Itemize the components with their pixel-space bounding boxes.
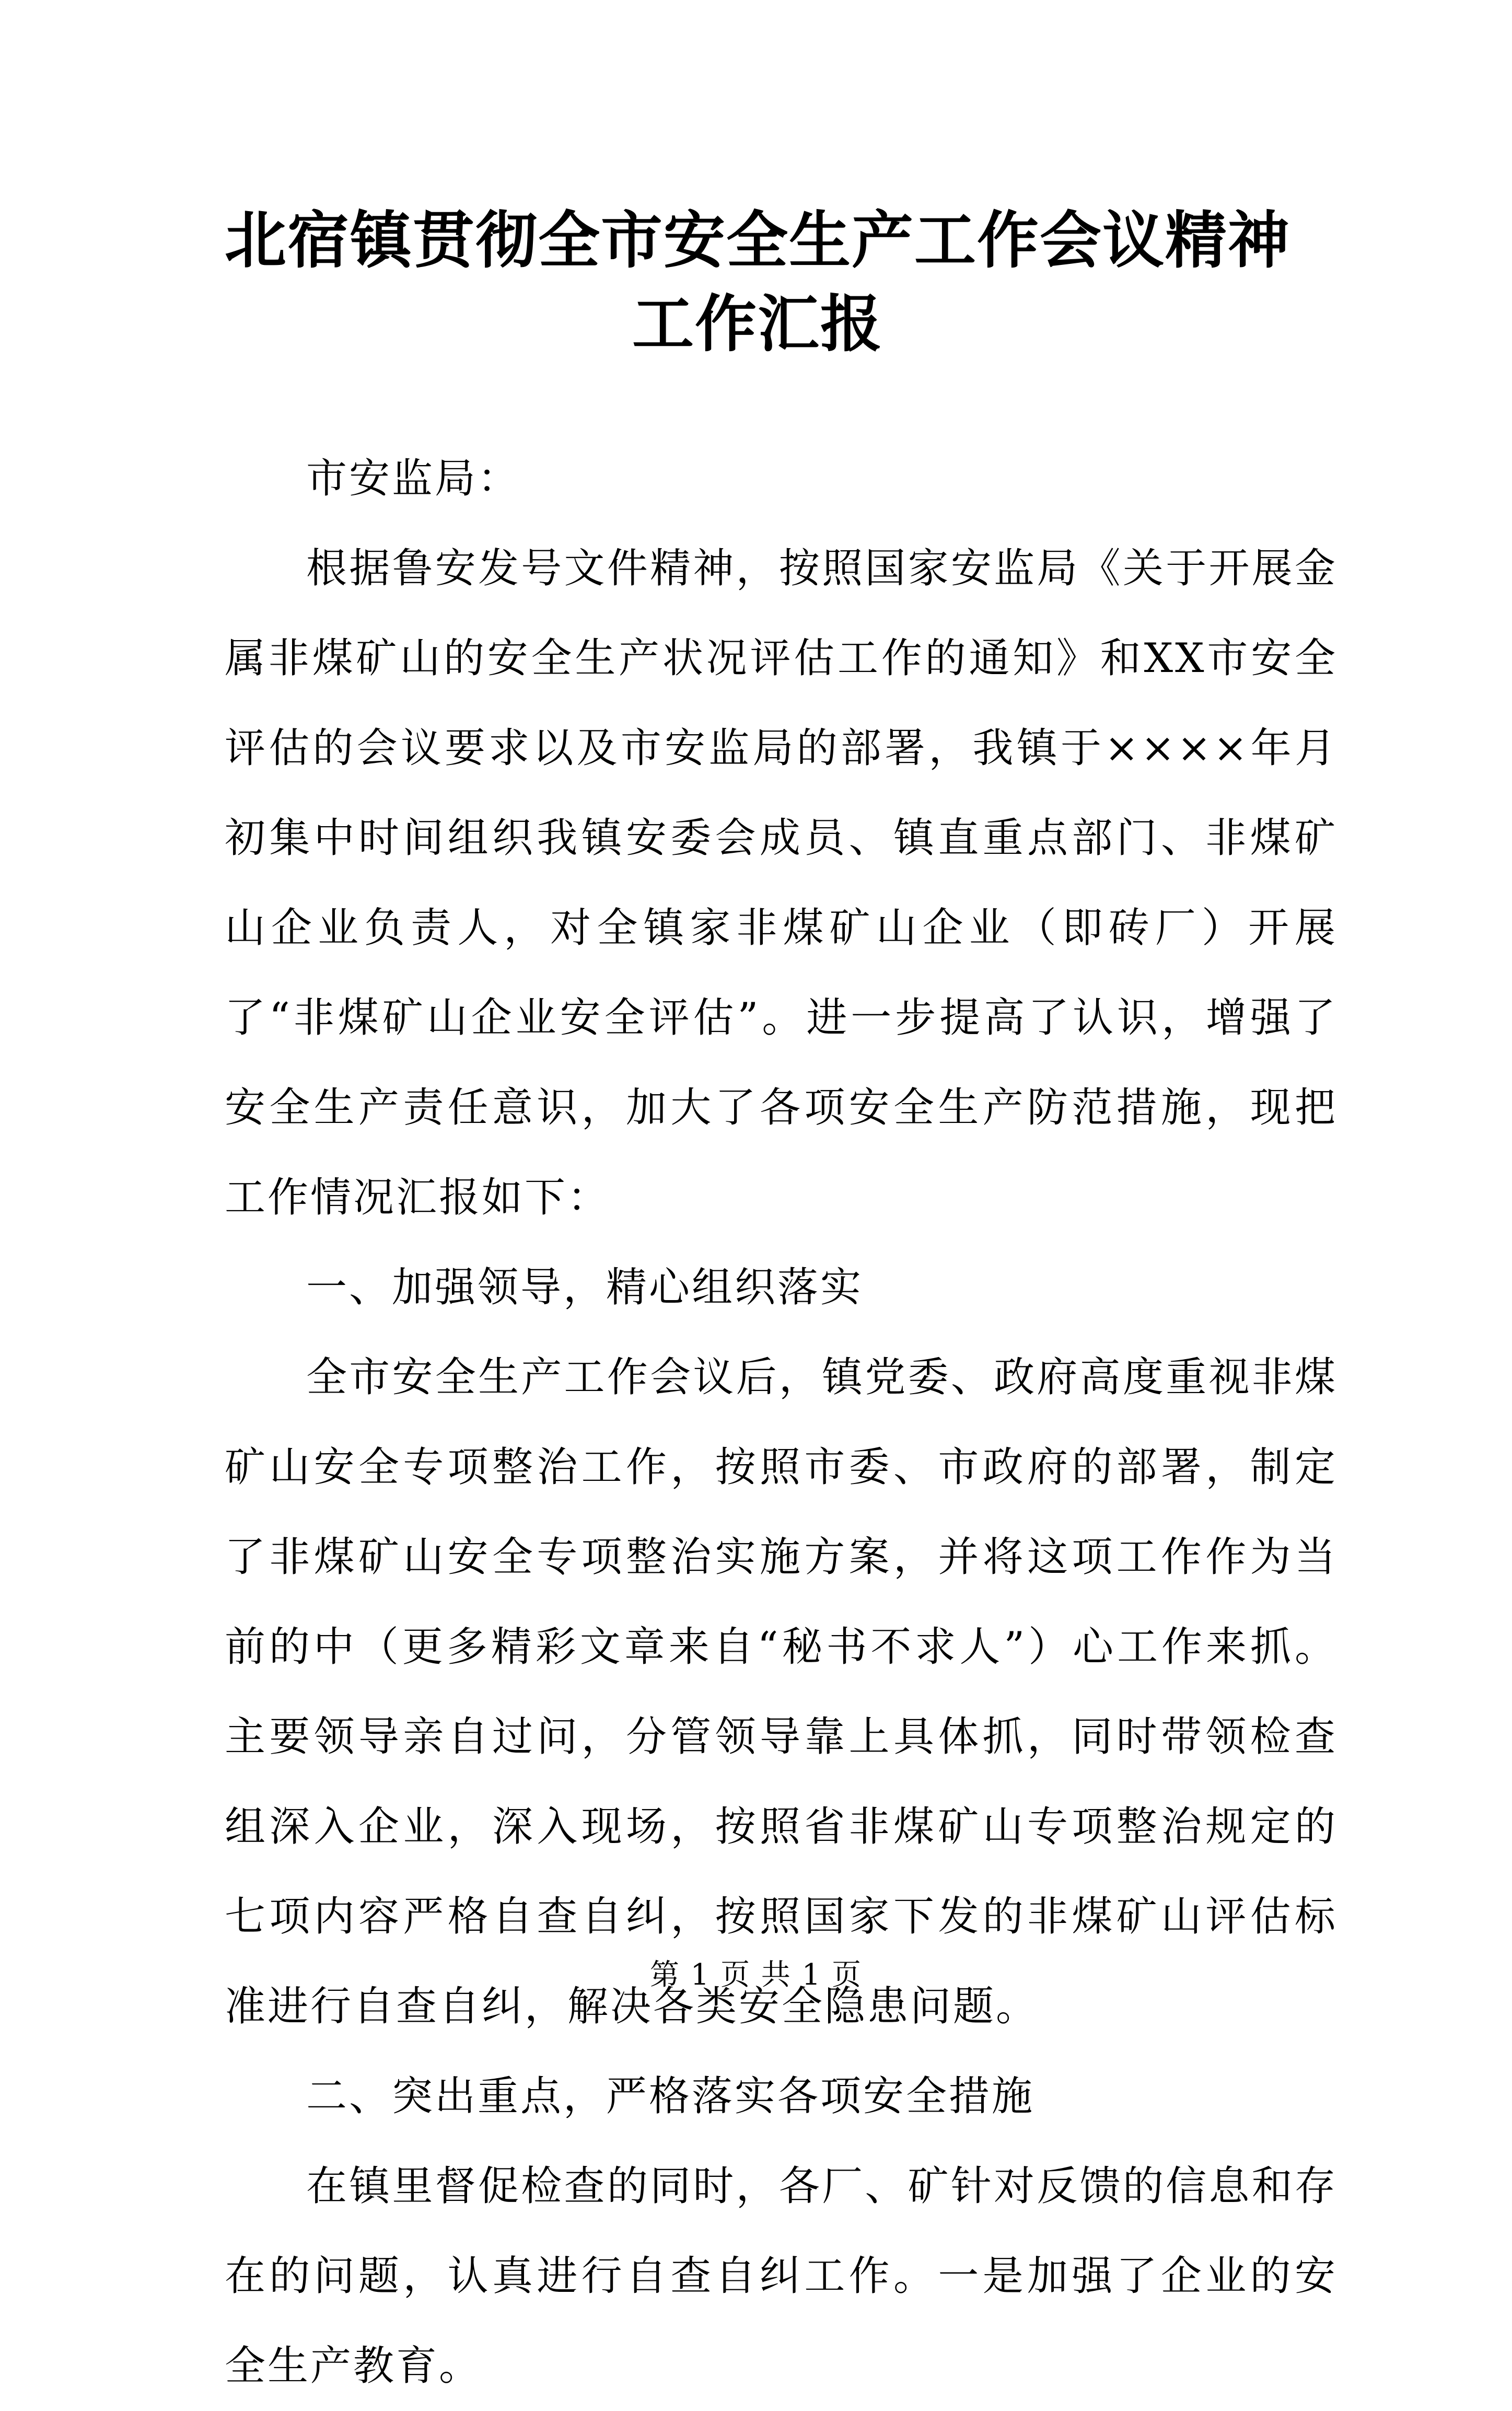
salutation: 市安监局： xyxy=(306,455,521,502)
section-heading-2: 二、突出重点，严格落实各项安全措施 xyxy=(306,2073,1035,2120)
intro-paragraph: 根据鲁安发号文件精神，按照国家安监局《关于开展金属非煤矿山的安全生产状况评估工作的通知》和XX市安全评估的会议要求以及市安监局的部署，我镇于××××年月初集中时间组织我镇安委会成员、镇直重点部门、非煤矿山企业负责人，对全镇家非煤矿山企业（即砖厂）开展了“非煤矿山企业安全评估”。进一步提高了认识，增强了安全生产责任意识，加大了各项安全生产防范措施，现把工作情况汇报如下： xyxy=(225,545,1337,1221)
section-paragraph-1: 全市安全生产工作会议后，镇党委、政府高度重视非煤矿山安全专项整治工作，按照市委、市政府的部署，制定了非煤矿山安全专项整治实施方案，并将这项工作作为当前的中（更多精彩文章来自“秘书不求人”）心工作来抓。主要领导亲自过问，分管领导靠上具体抓，同时带领检查组深入企业，深入现场，按照省非煤矿山专项整治规定的七项内容严格自查自纠，按照国家下发的非煤矿山评估标准进行自查自纠，解决各类安全隐患问题。 xyxy=(225,1354,1337,2030)
section-heading-1: 一、加强领导，精心组织落实 xyxy=(306,1264,864,1311)
document-body xyxy=(225,434,1337,2411)
section-paragraph-2: 在镇里督促检查的同时，各厂、矿针对反馈的信息和存在的问题，认真进行自查自纠工作。一是加强了企业的安全生产教育。 xyxy=(225,2163,1337,2390)
document-title: 北宿镇贯彻全市安全生产工作会议精神工作汇报 xyxy=(224,204,1290,360)
page-footer: 第 1 页 共 1 页 xyxy=(649,1958,863,1992)
